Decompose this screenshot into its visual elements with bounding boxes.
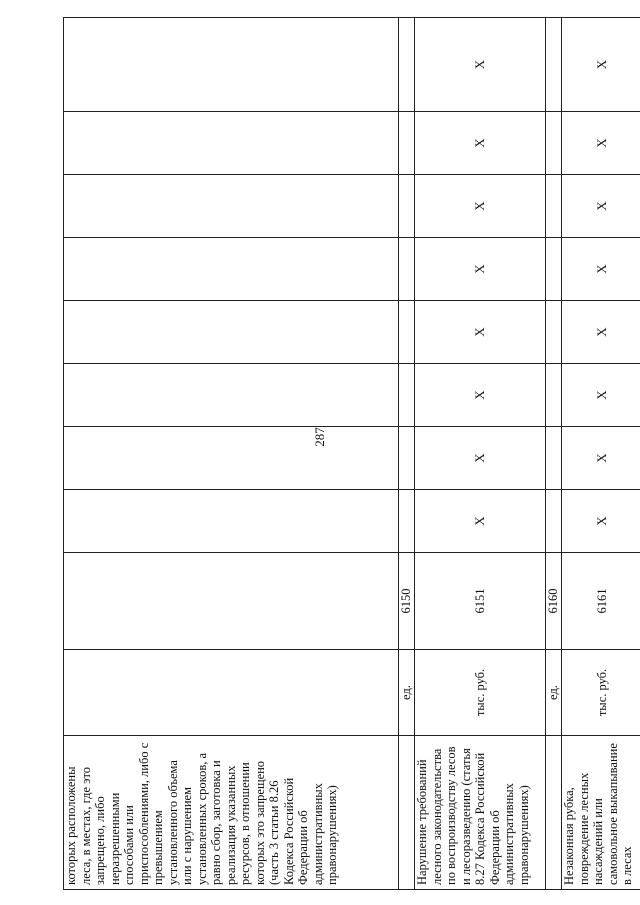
- description-cell: Незаконная рубка, повреждение лесных насаждений или самовольное выкапывание в лесах: [562, 736, 640, 890]
- table-container: [63, 18, 640, 890]
- cross-mark: X: [415, 112, 546, 175]
- description-cell: которых расположены леса, в местах, где это запрещено, либо неразрешенными способами или приспособлениями, либо с превышением установленного объема или с нарушением установленных сроков, а равно сбор, заготовка и реализация указанных ресурсов, в отношении которых это запрещено (часть 3 статьи 8.26 Кодекса Российской Федерации об административных правонарушениях): [64, 736, 399, 890]
- cross-mark: X: [562, 364, 640, 427]
- table-row: [415, 18, 546, 890]
- cross-mark: X: [415, 364, 546, 427]
- unit-cell: [64, 650, 399, 736]
- unit-cell: тыс. руб.: [562, 650, 640, 736]
- cross-mark: X: [415, 427, 546, 490]
- table-row: [562, 18, 640, 890]
- unit-cell: тыс. руб.: [415, 650, 546, 736]
- cross-mark: X: [415, 301, 546, 364]
- data-table: [63, 17, 640, 890]
- cross-mark: X: [415, 175, 546, 238]
- unit-cell: ед.: [399, 650, 415, 736]
- cross-mark: X: [415, 18, 546, 112]
- cross-mark: X: [562, 18, 640, 112]
- cross-mark: X: [562, 490, 640, 553]
- code-cell: 6161: [562, 553, 640, 650]
- description-cell: Нарушение требований лесного законодательства по воспроизводству лесов и лесоразведению (статья 8.27 Кодекса Российской Федерации об административных правонарушениях): [415, 736, 546, 890]
- cross-mark: X: [562, 112, 640, 175]
- cross-mark: X: [562, 427, 640, 490]
- table-row: [546, 18, 562, 890]
- table-row: [64, 18, 399, 890]
- code-cell: [64, 553, 399, 650]
- table-row: [399, 18, 415, 890]
- page-number: 287: [312, 427, 327, 447]
- code-cell: 6150: [399, 553, 415, 650]
- cross-mark: X: [562, 301, 640, 364]
- unit-cell: ед.: [546, 650, 562, 736]
- cross-mark: X: [415, 490, 546, 553]
- cross-mark: X: [562, 175, 640, 238]
- code-cell: 6151: [415, 553, 546, 650]
- cross-mark: X: [562, 238, 640, 301]
- code-cell: 6160: [546, 553, 562, 650]
- cross-mark: X: [415, 238, 546, 301]
